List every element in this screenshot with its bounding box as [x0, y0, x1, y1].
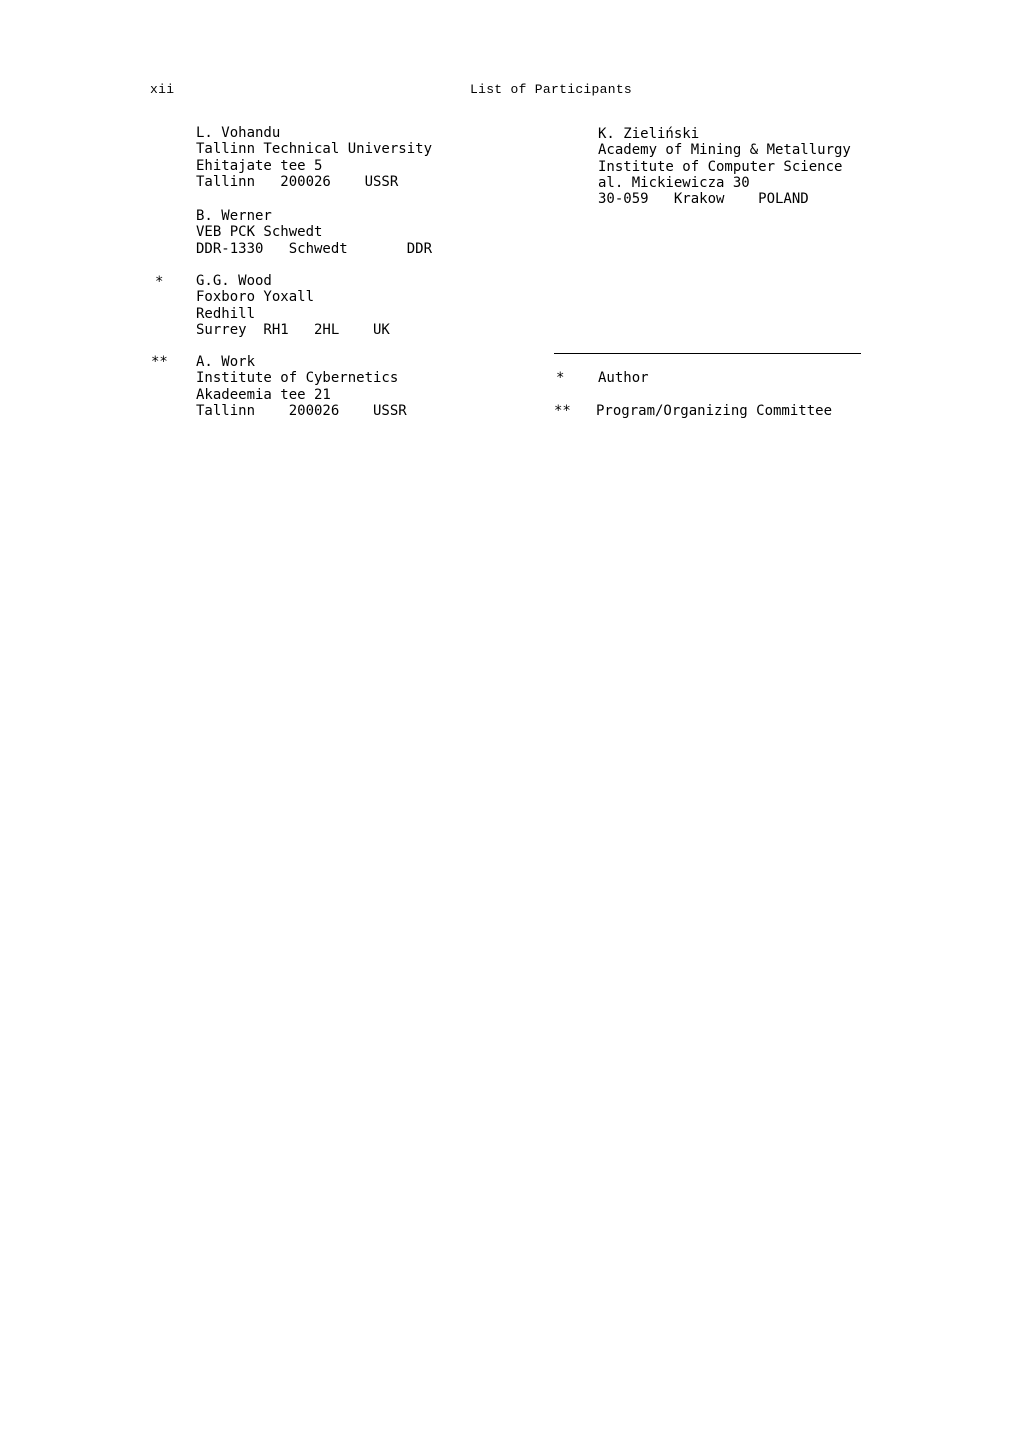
committee-marker: ** — [151, 354, 168, 370]
participant-street: Akadeemia tee 21 — [196, 386, 331, 403]
participant-affiliation: Foxboro Yoxall — [196, 289, 315, 306]
participant-city: 30-059 Krakow POLAND — [598, 191, 809, 208]
participant-werner — [196, 208, 432, 257]
participant-street: al. Mickiewicza 30 — [598, 174, 750, 191]
participant-affiliation: Institute of Cybernetics — [196, 370, 399, 387]
legend-text: Program/Organizing Committee — [596, 403, 833, 419]
legend-divider — [554, 353, 861, 354]
participant-vohandu — [196, 125, 432, 190]
participant-city: Tallinn 200026 USSR — [196, 402, 407, 419]
legend-committee — [554, 403, 854, 419]
participant-work — [196, 354, 407, 419]
page-title: List of Participants — [470, 82, 633, 97]
participant-name: G.G. Wood — [196, 273, 272, 289]
participant-wood — [196, 273, 390, 338]
legend-author — [556, 370, 856, 386]
participant-affiliation: Academy of Mining & Metallurgy — [598, 142, 851, 159]
participant-city: Surrey RH1 2HL UK — [196, 321, 390, 338]
participant-town: Redhill — [196, 305, 256, 322]
participant-affiliation: VEB PCK Schwedt — [196, 224, 323, 241]
participant-city: Tallinn 200026 USSR — [196, 173, 399, 190]
legend-text: Author — [598, 370, 649, 386]
participant-city: DDR-1330 Schwedt DDR — [196, 240, 433, 257]
participant-name: B. Werner — [196, 208, 272, 224]
legend-symbol: ** — [554, 403, 571, 419]
participant-department: Institute of Computer Science — [598, 158, 843, 175]
participant-name: L. Vohandu — [196, 125, 281, 141]
participant-affiliation: Tallinn Technical University — [196, 141, 433, 158]
participant-street: Ehitajate tee 5 — [196, 157, 323, 174]
page-number: xii — [150, 82, 175, 97]
participant-zielinski — [598, 126, 851, 207]
legend-symbol: * — [556, 370, 565, 386]
participant-name: A. Work — [196, 354, 256, 370]
author-marker: * — [155, 274, 164, 290]
participant-name: K. Zieliński — [598, 126, 700, 142]
